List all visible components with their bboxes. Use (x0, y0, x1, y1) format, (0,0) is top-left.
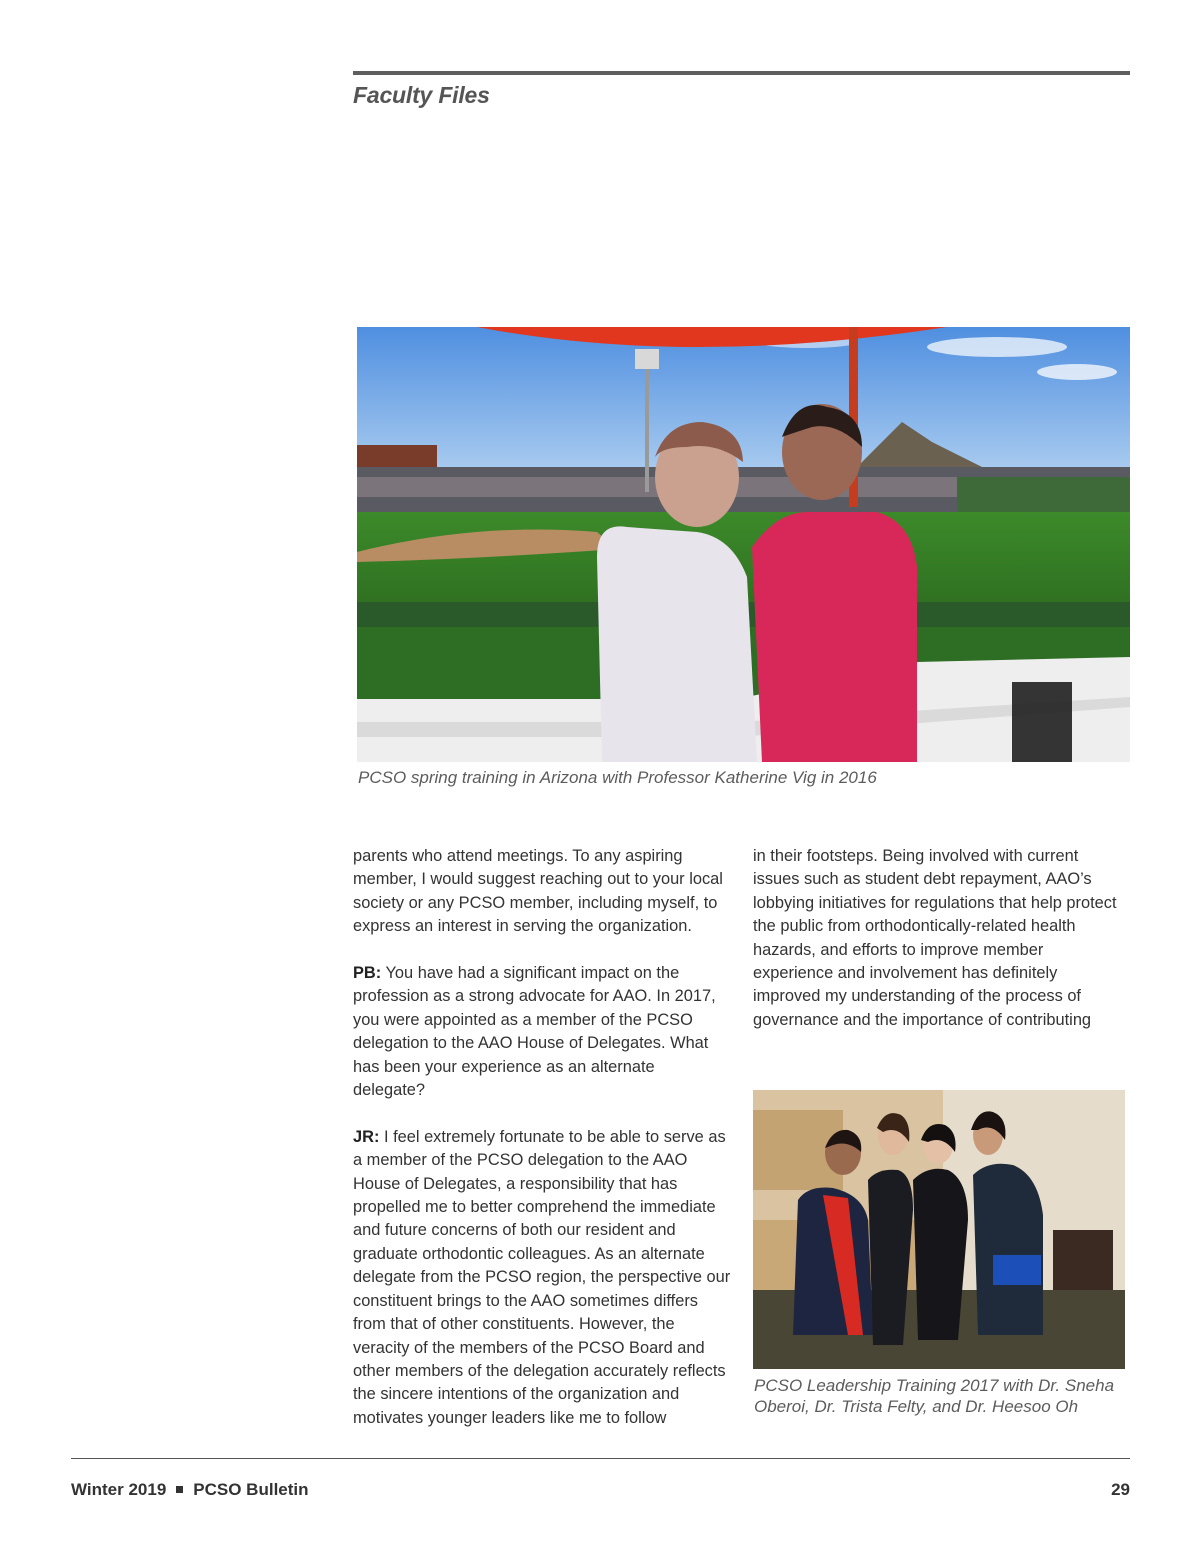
footer-rule (71, 1458, 1130, 1459)
square-bullet-icon (176, 1486, 183, 1493)
question-text: You have had a significant impact on the profession as a strong advocate for AAO. In 2017, you were appointed as a member of the PCSO delegation to the AAO House of Delegates. What has been your experience as an alternate delegate? (353, 964, 716, 1100)
paragraph: parents who attend meetings. To any aspiring member, I would suggest reaching out to your local society or any PCSO member, including myself, to express an interest in serving the organization. (353, 847, 723, 936)
spring-training-photo-image (357, 327, 1130, 762)
left-text-column (353, 845, 731, 1430)
footer-issue-line (71, 1480, 309, 1500)
page-number: 29 (1111, 1480, 1130, 1499)
paragraph-question (353, 962, 731, 1102)
photo2-caption: PCSO Leadership Training 2017 with Dr. Sneha Oberoi, Dr. Trista Felty, and Dr. Heesoo Oh (754, 1376, 1115, 1416)
speaker-label: PB: (353, 964, 382, 983)
spring-training-photo (357, 327, 1130, 762)
header-rule (353, 71, 1130, 75)
leadership-training-photo-image (753, 1090, 1125, 1369)
photo1-caption: PCSO spring training in Arizona with Professor Katherine Vig in 2016 (358, 768, 877, 787)
leadership-training-photo (753, 1090, 1125, 1369)
footer-issue: Winter 2019 (71, 1480, 167, 1499)
paragraph: in their footsteps. Being involved with current issues such as student debt repayment, AAO’s lobbying initiatives for regulations that help protect the public from orthodontically-related health hazards, and efforts to improve member experience and involvement has definitely improved my understanding of the process of governance and the importance of contributing (753, 847, 1117, 1029)
answer-text: I feel extremely fortunate to be able to serve as a member of the PCSO delegation to the AAO House of Delegates, a responsibility that has propelled me to better comprehend the immediate and future concerns of both our resident and graduate orthodontic colleagues. As an alternate delegate from the PCSO region, the perspective our constituent brings to the AAO sometimes differs from that of other constituents. However, the veracity of the members of the PCSO Board and other members of the delegation accurately reflects the sincere intentions of the organization and motivates younger leaders like me to follow (353, 1127, 731, 1427)
paragraph-answer (353, 1126, 731, 1430)
right-text-column (753, 845, 1125, 1032)
footer-publication: PCSO Bulletin (193, 1480, 309, 1499)
speaker-label: JR: (353, 1127, 380, 1146)
section-title: Faculty Files (353, 82, 490, 108)
